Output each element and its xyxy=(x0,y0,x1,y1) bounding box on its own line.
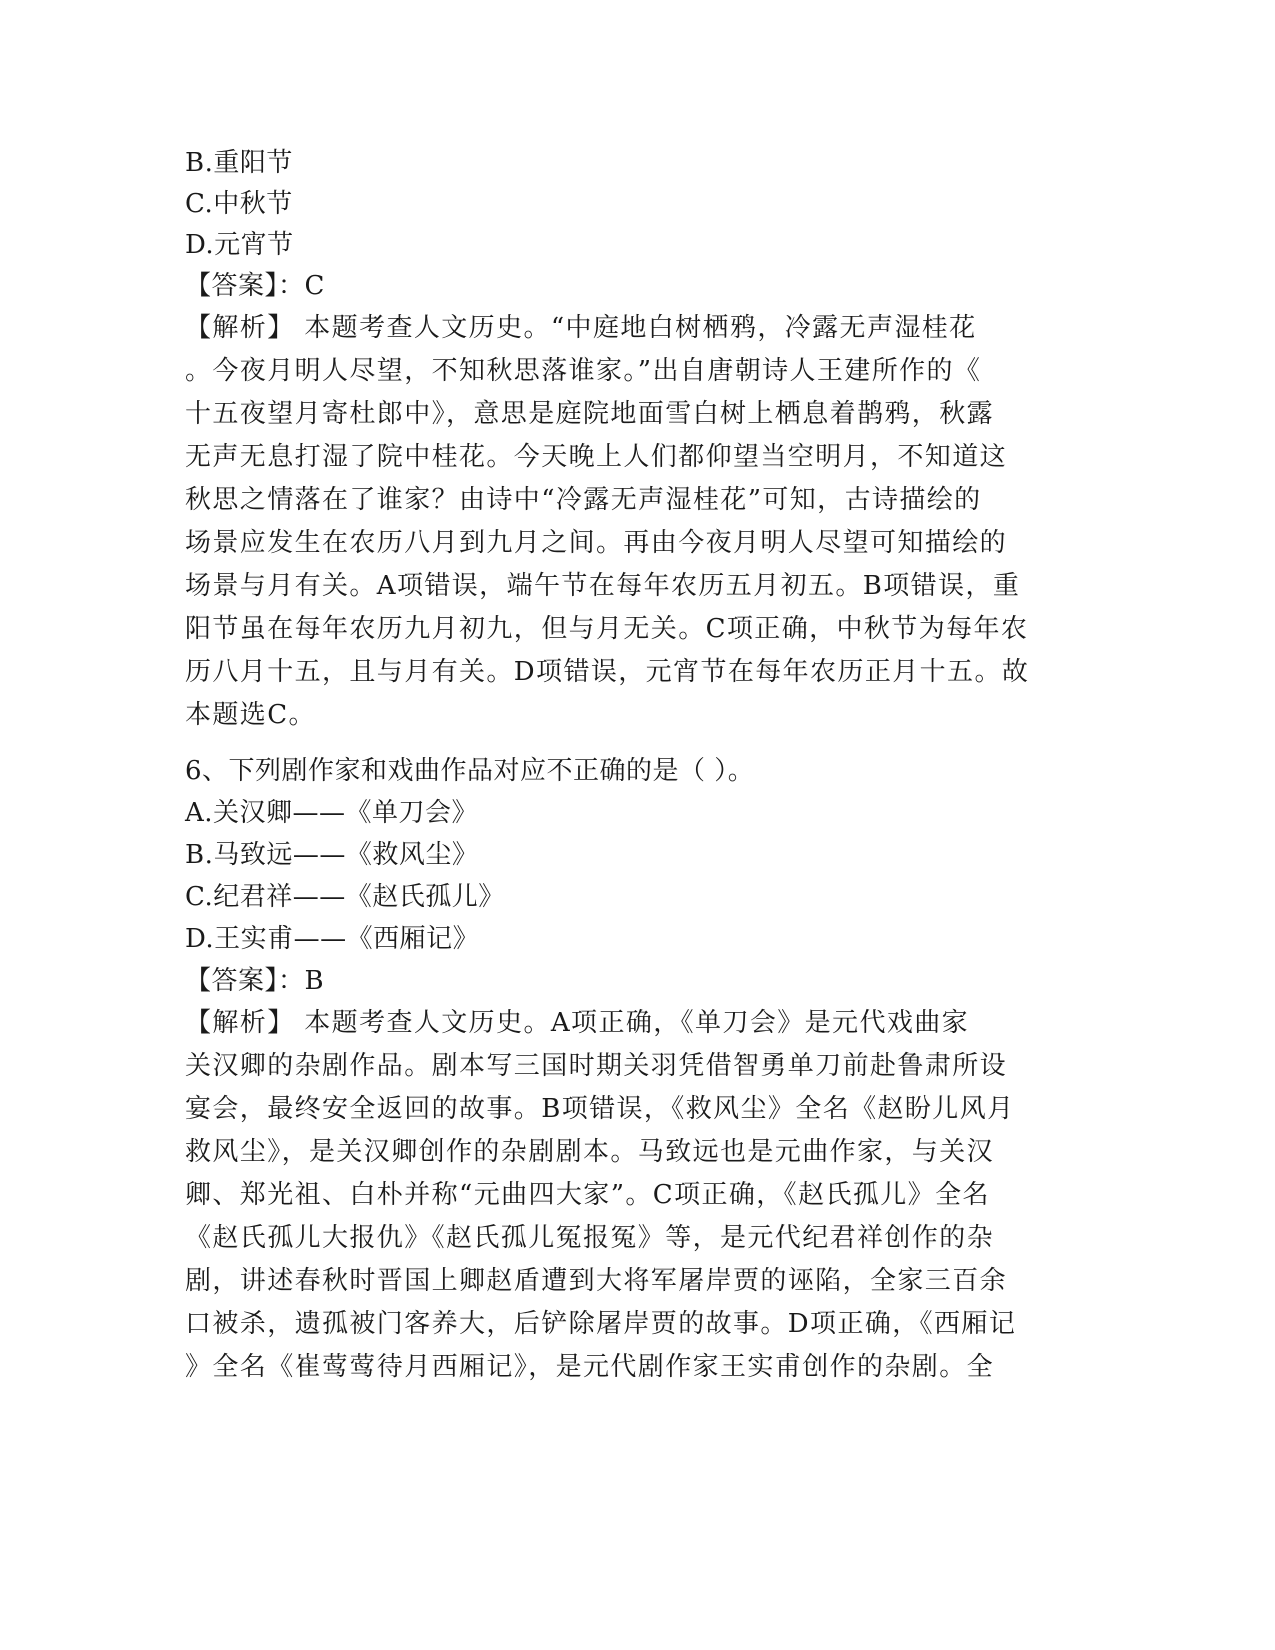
q6-analysis-line: 》全名《崔莺莺待月西厢记》，是元代剧作家王实甫创作的杂剧。全 xyxy=(185,1352,995,1382)
q5-answer: 【答案】：C xyxy=(185,271,325,301)
q5-analysis-line: 场景与月有关。A项错误，端午节在每年农历五月初五。B项错误，重 xyxy=(185,571,1021,601)
q5-analysis-line: 无声无息打湿了院中桂花。今天晚上人们都仰望当空明月，不知道这 xyxy=(185,442,1008,472)
q5-analysis-line: 【解析】 本题考查人文历史。“中庭地白树栖鸦，冷露无声湿桂花 xyxy=(185,313,977,343)
q5-option-b: B.重阳节 xyxy=(185,148,293,178)
q6-analysis-line: 口被杀，遗孤被门客养大，后铲除屠岸贾的故事。D项正确，《西厢记 xyxy=(185,1309,1017,1339)
q6-question: 6、下列剧作家和戏曲作品对应不正确的是（ ）。 xyxy=(185,756,755,786)
q5-option-d: D.元宵节 xyxy=(185,230,294,260)
q6-analysis-line: 关汉卿的杂剧作品。剧本写三国时期关羽凭借智勇单刀前赴鲁肃所设 xyxy=(185,1051,1008,1081)
q5-analysis-line: 十五夜望月寄杜郎中》，意思是庭院地面雪白树上栖息着鹊鸦，秋露 xyxy=(185,399,995,429)
q5-analysis-line: 本题选C。 xyxy=(185,700,316,730)
q5-analysis-line: 阳节虽在每年农历九月初九，但与月无关。C项正确，中秋节为每年农 xyxy=(185,614,1029,644)
q5-analysis-line: 场景应发生在农历八月到九月之间。再由今夜月明人尽望可知描绘的 xyxy=(185,528,1008,558)
q6-option-b: B.马致远——《救风尘》 xyxy=(185,840,479,870)
q6-option-a: A.关汉卿——《单刀会》 xyxy=(185,798,479,828)
q6-analysis-line: 宴会，最终安全返回的故事。B项错误，《救风尘》全名《赵盼儿风月 xyxy=(185,1094,1015,1124)
q5-analysis-line: 。今夜月明人尽望，不知秋思落谁家。”出自唐朝诗人王建所作的《 xyxy=(185,356,982,386)
q6-analysis-line: 卿、郑光祖、白朴并称“元曲四大家”。C项正确，《赵氏孤儿》全名 xyxy=(185,1180,990,1210)
q6-analysis-line: 剧，讲述春秋时晋国上卿赵盾遭到大将军屠岸贾的诬陷，全家三百余 xyxy=(185,1266,1008,1296)
q6-analysis-line: 救风尘》，是关汉卿创作的杂剧剧本。马致远也是元曲作家，与关汉 xyxy=(185,1137,995,1167)
q5-analysis-line: 秋思之情落在了谁家？由诗中“冷露无声湿桂花”可知，古诗描绘的 xyxy=(185,485,982,515)
q6-option-d: D.王实甫——《西厢记》 xyxy=(185,924,480,954)
q6-analysis-line: 【解析】 本题考查人文历史。A项正确，《单刀会》是元代戏曲家 xyxy=(185,1008,970,1038)
q6-answer: 【答案】：B xyxy=(185,966,325,996)
q5-analysis-line: 历八月十五，且与月有关。D项错误，元宵节在每年农历正月十五。故 xyxy=(185,657,1030,687)
q6-analysis-line: 《赵氏孤儿大报仇》《赵氏孤儿冤报冤》等，是元代纪君祥创作的杂 xyxy=(185,1223,995,1253)
q5-option-c: C.中秋节 xyxy=(185,189,293,219)
q6-option-c: C.纪君祥——《赵氏孤儿》 xyxy=(185,882,505,912)
